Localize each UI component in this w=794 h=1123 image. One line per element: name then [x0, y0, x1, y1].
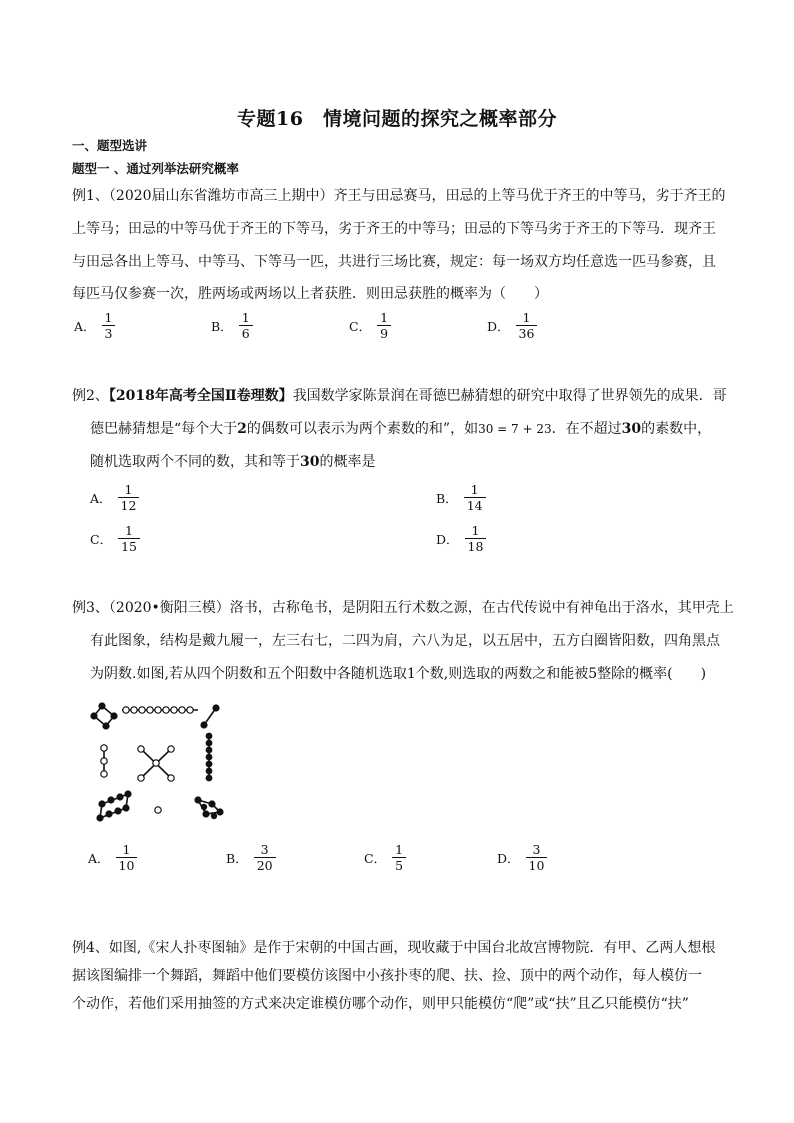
ex3-option-b: B． $\frac{3}{20}$ [226, 842, 276, 873]
ex4-line-1: 例4、如图,《宋人扑枣图轴》是作于宋朝的中国古画，现收藏于中国台北故宫博物院．有甲、乙两人想根 [72, 940, 716, 956]
section-heading: 一、题型选讲 [72, 138, 148, 153]
ex1-line-1: 例1、（2020届山东省潍坊市高三上期中）齐王与田忌赛马，田忌的上等马优于齐王的中等马，劣于齐王的 [72, 188, 726, 204]
fraction: $\frac{1}{3}$ [102, 310, 116, 341]
ex3-option-a: A． $\frac{1}{10}$ [88, 842, 137, 873]
ex1-line-4: 每匹马仅参赛一次，胜两场或两场以上者获胜．则田忌获胜的概率为（ ） [72, 286, 548, 302]
ex1-option-d: D． $\frac{1}{36}$ [487, 310, 537, 341]
luoshu-diagram [88, 700, 228, 830]
ex4-line-3: 个动作，若他们采用抽签的方式来决定谁模仿哪个动作，则甲只能模仿“爬”或“扶”且乙只能模仿“扶” [72, 996, 689, 1012]
fraction: $\frac{1}{9}$ [377, 310, 391, 341]
fraction: $\frac{1}{12}$ [118, 482, 140, 513]
ex1-line-3: 与田忌各出上等马、中等马、下等马一匹，共进行三场比赛，规定：每一场双方均任意选一匹马参赛，且 [72, 254, 716, 270]
white-circles [101, 707, 193, 813]
ex4-line-2: 据该图编排一个舞蹈，舞蹈中他们要模仿该图中小孩扑枣的爬、扶、捡、顶中的两个动作，每人模仿一 [72, 968, 702, 984]
ex2-option-d: D． $\frac{1}{18}$ [436, 523, 486, 554]
ex1-option-b: B． $\frac{1}{6}$ [211, 310, 253, 341]
ex3-line-3: 为阴数.如图,若从四个阴数和五个阳数中各随机选取1个数,则选取的两数之和能被5整除的概率( ) [90, 666, 707, 682]
subsection-heading: 题型一 、通过列举法研究概率 [72, 161, 239, 176]
ex2-option-a: A． $\frac{1}{12}$ [90, 482, 139, 513]
fraction: $\frac{1}{10}$ [116, 842, 138, 873]
ex2-option-b: B． $\frac{1}{14}$ [436, 482, 486, 513]
fraction: $\frac{1}{6}$ [239, 310, 253, 341]
ex3-line-1: 例3、（2020•衡阳三模）洛书，古称龟书，是阴阳五行术数之源，在古代传说中有神龟出于洛水，其甲壳上 [72, 600, 734, 616]
fraction: $\frac{3}{10}$ [526, 842, 548, 873]
ex3-line-2: 有此图象，结构是戴九履一，左三右七，二四为肩，六八为足，以五居中，五方白圈皆阳数，四角黑点 [90, 633, 720, 649]
fraction: $\frac{1}{14}$ [464, 482, 486, 513]
ex2-line-1: 例2、【2018年高考全国Ⅱ卷理数】我国数学家陈景润在哥德巴赫猜想的研究中取得了世界领先的成果．哥 [72, 388, 727, 404]
ex2-option-c: C． $\frac{1}{15}$ [90, 523, 140, 554]
ex1-option-a: A． $\frac{1}{3}$ [74, 310, 115, 341]
ex3-option-d: D． $\frac{3}{10}$ [497, 842, 547, 873]
ex2-line-3: 随机选取两个不同的数，其和等于30的概率是 [90, 454, 376, 470]
fraction: $\frac{3}{20}$ [254, 842, 276, 873]
ex1-option-c: C． $\frac{1}{9}$ [349, 310, 391, 341]
fraction: $\frac{1}{15}$ [118, 523, 140, 554]
ex1-line-2: 上等马；田忌的中等马优于齐王的下等马，劣于齐王的中等马；田忌的下等马劣于齐王的下等马．现齐王 [72, 221, 716, 237]
fraction: $\frac{1}{18}$ [465, 523, 487, 554]
fraction: $\frac{1}{5}$ [392, 842, 406, 873]
ex2-line-2: 德巴赫猜想是“每个大于2的偶数可以表示为两个素数的和”，如30 = 7 + 23．在不超过30的素数中， [90, 421, 712, 437]
page-title: 专题16 情境问题的探究之概率部分 [237, 108, 557, 130]
ex3-option-c: C． $\frac{1}{5}$ [364, 842, 406, 873]
fraction: $\frac{1}{36}$ [516, 310, 538, 341]
